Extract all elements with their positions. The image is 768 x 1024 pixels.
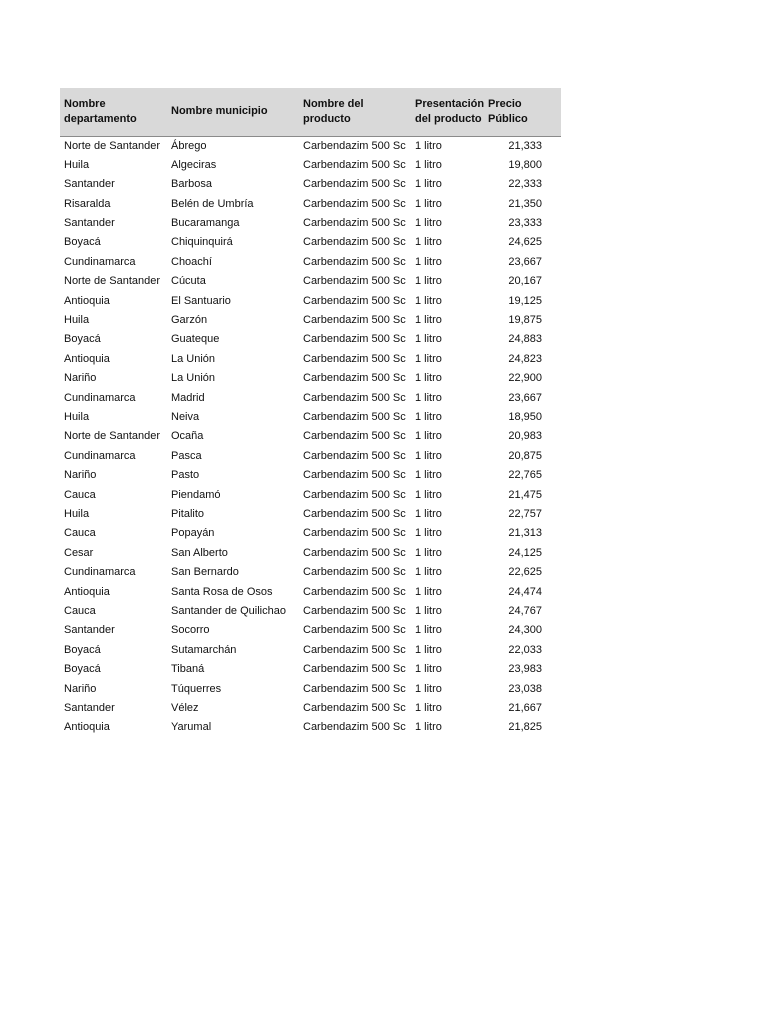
cell-municipio: Chiquinquirá bbox=[171, 236, 233, 249]
cell-municipio: Pasto bbox=[171, 469, 200, 482]
table-row bbox=[60, 466, 561, 485]
cell-presentacion: 1 litro bbox=[415, 585, 442, 598]
cell-producto: Carbendazim 500 Sc bbox=[303, 566, 406, 579]
cell-municipio: Yarumal bbox=[171, 721, 212, 734]
cell-municipio: Cúcuta bbox=[171, 275, 206, 288]
cell-departamento: Cauca bbox=[64, 488, 96, 501]
cell-presentacion: 1 litro bbox=[415, 682, 442, 695]
cell-precio: 19,125 bbox=[508, 294, 542, 307]
cell-producto: Carbendazim 500 Sc bbox=[303, 508, 406, 521]
cell-municipio: Pitalito bbox=[171, 508, 205, 521]
table-row bbox=[60, 544, 561, 563]
cell-municipio: El Santuario bbox=[171, 294, 231, 307]
cell-presentacion: 1 litro bbox=[415, 139, 442, 152]
cell-producto: Carbendazim 500 Sc bbox=[303, 372, 406, 385]
cell-departamento: Cundinamarca bbox=[64, 255, 136, 268]
table-header-row bbox=[60, 88, 561, 136]
cell-producto: Carbendazim 500 Sc bbox=[303, 410, 406, 423]
cell-municipio: Tibaná bbox=[171, 663, 205, 676]
cell-presentacion: 1 litro bbox=[415, 372, 442, 385]
cell-presentacion: 1 litro bbox=[415, 178, 442, 191]
cell-municipio: Piendamó bbox=[171, 488, 221, 501]
table-row bbox=[60, 563, 561, 582]
cell-precio: 22,765 bbox=[508, 469, 542, 482]
cell-precio: 24,125 bbox=[508, 546, 542, 559]
cell-departamento: Antioquia bbox=[64, 352, 110, 365]
cell-producto: Carbendazim 500 Sc bbox=[303, 682, 406, 695]
cell-precio: 23,667 bbox=[508, 391, 542, 404]
cell-departamento: Boyacá bbox=[64, 663, 101, 676]
cell-municipio: Pasca bbox=[171, 449, 202, 462]
cell-producto: Carbendazim 500 Sc bbox=[303, 546, 406, 559]
cell-municipio: Choachí bbox=[171, 255, 212, 268]
cell-presentacion: 1 litro bbox=[415, 469, 442, 482]
cell-producto: Carbendazim 500 Sc bbox=[303, 255, 406, 268]
cell-producto: Carbendazim 500 Sc bbox=[303, 469, 406, 482]
cell-presentacion: 1 litro bbox=[415, 605, 442, 618]
cell-presentacion: 1 litro bbox=[415, 721, 442, 734]
cell-presentacion: 1 litro bbox=[415, 702, 442, 715]
cell-precio: 24,823 bbox=[508, 352, 542, 365]
cell-presentacion: 1 litro bbox=[415, 624, 442, 637]
cell-precio: 22,757 bbox=[508, 508, 542, 521]
cell-departamento: Huila bbox=[64, 158, 90, 171]
price-table bbox=[60, 88, 561, 738]
cell-precio: 18,950 bbox=[508, 410, 542, 423]
cell-departamento: Santander bbox=[64, 624, 115, 637]
cell-precio: 23,983 bbox=[508, 663, 542, 676]
cell-presentacion: 1 litro bbox=[415, 430, 442, 443]
table-row bbox=[60, 602, 561, 621]
cell-municipio: Santander de Quilichao bbox=[171, 605, 286, 618]
cell-municipio: Belén de Umbría bbox=[171, 197, 254, 210]
cell-municipio: Santa Rosa de Osos bbox=[171, 585, 273, 598]
header-presentacion-producto: Presentación del producto bbox=[411, 88, 484, 136]
cell-municipio: Túquerres bbox=[171, 682, 222, 695]
cell-departamento: Norte de Santander bbox=[64, 139, 161, 152]
table-row bbox=[60, 214, 561, 233]
cell-producto: Carbendazim 500 Sc bbox=[303, 585, 406, 598]
cell-producto: Carbendazim 500 Sc bbox=[303, 333, 406, 346]
cell-presentacion: 1 litro bbox=[415, 410, 442, 423]
cell-municipio: Ábrego bbox=[171, 139, 207, 152]
cell-precio: 19,875 bbox=[508, 313, 542, 326]
cell-departamento: Santander bbox=[64, 178, 115, 191]
cell-precio: 19,800 bbox=[508, 158, 542, 171]
cell-presentacion: 1 litro bbox=[415, 255, 442, 268]
cell-presentacion: 1 litro bbox=[415, 333, 442, 346]
cell-presentacion: 1 litro bbox=[415, 352, 442, 365]
cell-municipio: San Bernardo bbox=[171, 566, 239, 579]
cell-precio: 24,625 bbox=[508, 236, 542, 249]
cell-producto: Carbendazim 500 Sc bbox=[303, 313, 406, 326]
cell-departamento: Nariño bbox=[64, 682, 97, 695]
cell-presentacion: 1 litro bbox=[415, 527, 442, 540]
cell-presentacion: 1 litro bbox=[415, 391, 442, 404]
cell-producto: Carbendazim 500 Sc bbox=[303, 663, 406, 676]
cell-departamento: Boyacá bbox=[64, 333, 101, 346]
cell-municipio: Vélez bbox=[171, 702, 199, 715]
cell-precio: 23,667 bbox=[508, 255, 542, 268]
cell-departamento: Nariño bbox=[64, 469, 97, 482]
table-row bbox=[60, 156, 561, 175]
cell-precio: 20,983 bbox=[508, 430, 542, 443]
table-row bbox=[60, 233, 561, 252]
cell-departamento: Antioquia bbox=[64, 585, 110, 598]
cell-producto: Carbendazim 500 Sc bbox=[303, 294, 406, 307]
cell-municipio: La Unión bbox=[171, 352, 216, 365]
header-nombre-municipio: Nombre municipio bbox=[167, 88, 299, 136]
cell-producto: Carbendazim 500 Sc bbox=[303, 624, 406, 637]
cell-presentacion: 1 litro bbox=[415, 488, 442, 501]
cell-producto: Carbendazim 500 Sc bbox=[303, 275, 406, 288]
cell-departamento: Santander bbox=[64, 216, 115, 229]
table-row bbox=[60, 524, 561, 543]
cell-departamento: Cauca bbox=[64, 527, 96, 540]
cell-departamento: Huila bbox=[64, 313, 90, 326]
cell-precio: 24,474 bbox=[508, 585, 542, 598]
table-row bbox=[60, 408, 561, 427]
cell-precio: 21,475 bbox=[508, 488, 542, 501]
table-row bbox=[60, 311, 561, 330]
cell-municipio: Ocaña bbox=[171, 430, 204, 443]
cell-departamento: Antioquia bbox=[64, 721, 110, 734]
cell-departamento: Cundinamarca bbox=[64, 566, 136, 579]
cell-municipio: Sutamarchán bbox=[171, 643, 237, 656]
cell-presentacion: 1 litro bbox=[415, 275, 442, 288]
table-row bbox=[60, 291, 561, 310]
table-row bbox=[60, 369, 561, 388]
cell-departamento: Norte de Santander bbox=[64, 275, 161, 288]
table-row bbox=[60, 350, 561, 369]
table-row bbox=[60, 330, 561, 349]
cell-presentacion: 1 litro bbox=[415, 643, 442, 656]
table-row bbox=[60, 505, 561, 524]
cell-precio: 21,333 bbox=[508, 139, 542, 152]
table-row bbox=[60, 427, 561, 446]
cell-precio: 21,313 bbox=[508, 527, 542, 540]
cell-departamento: Cundinamarca bbox=[64, 449, 136, 462]
cell-departamento: Boyacá bbox=[64, 643, 101, 656]
cell-departamento: Nariño bbox=[64, 372, 97, 385]
cell-producto: Carbendazim 500 Sc bbox=[303, 139, 406, 152]
cell-presentacion: 1 litro bbox=[415, 158, 442, 171]
cell-departamento: Cesar bbox=[64, 546, 94, 559]
cell-precio: 22,333 bbox=[508, 178, 542, 191]
cell-presentacion: 1 litro bbox=[415, 236, 442, 249]
table-row bbox=[60, 485, 561, 504]
cell-municipio: Socorro bbox=[171, 624, 210, 637]
table-row bbox=[60, 718, 561, 737]
header-nombre-producto: Nombre del producto bbox=[299, 88, 411, 136]
cell-municipio: Popayán bbox=[171, 527, 215, 540]
cell-producto: Carbendazim 500 Sc bbox=[303, 702, 406, 715]
cell-producto: Carbendazim 500 Sc bbox=[303, 158, 406, 171]
cell-precio: 22,625 bbox=[508, 566, 542, 579]
cell-presentacion: 1 litro bbox=[415, 566, 442, 579]
cell-producto: Carbendazim 500 Sc bbox=[303, 449, 406, 462]
cell-producto: Carbendazim 500 Sc bbox=[303, 391, 406, 404]
table-row bbox=[60, 699, 561, 718]
cell-producto: Carbendazim 500 Sc bbox=[303, 197, 406, 210]
cell-presentacion: 1 litro bbox=[415, 294, 442, 307]
cell-producto: Carbendazim 500 Sc bbox=[303, 721, 406, 734]
cell-presentacion: 1 litro bbox=[415, 313, 442, 326]
cell-presentacion: 1 litro bbox=[415, 197, 442, 210]
table-row bbox=[60, 641, 561, 660]
cell-municipio: Garzón bbox=[171, 313, 208, 326]
cell-precio: 22,033 bbox=[508, 643, 542, 656]
cell-producto: Carbendazim 500 Sc bbox=[303, 236, 406, 249]
cell-producto: Carbendazim 500 Sc bbox=[303, 605, 406, 618]
cell-presentacion: 1 litro bbox=[415, 508, 442, 521]
cell-precio: 20,875 bbox=[508, 449, 542, 462]
cell-producto: Carbendazim 500 Sc bbox=[303, 527, 406, 540]
table-row bbox=[60, 679, 561, 698]
cell-departamento: Antioquia bbox=[64, 294, 110, 307]
cell-departamento: Santander bbox=[64, 702, 115, 715]
spreadsheet-page bbox=[60, 88, 561, 738]
cell-departamento: Norte de Santander bbox=[64, 430, 161, 443]
cell-municipio: Madrid bbox=[171, 391, 205, 404]
cell-presentacion: 1 litro bbox=[415, 546, 442, 559]
table-row bbox=[60, 136, 561, 156]
table-row bbox=[60, 272, 561, 291]
cell-departamento: Boyacá bbox=[64, 236, 101, 249]
cell-municipio: La Unión bbox=[171, 372, 216, 385]
cell-departamento: Risaralda bbox=[64, 197, 111, 210]
table-row bbox=[60, 582, 561, 601]
header-nombre-departamento: Nombre departamento bbox=[60, 88, 167, 136]
cell-municipio: Barbosa bbox=[171, 178, 212, 191]
table-row bbox=[60, 621, 561, 640]
cell-municipio: Neiva bbox=[171, 410, 200, 423]
cell-municipio: Algeciras bbox=[171, 158, 217, 171]
cell-presentacion: 1 litro bbox=[415, 216, 442, 229]
cell-precio: 21,350 bbox=[508, 197, 542, 210]
cell-departamento: Huila bbox=[64, 508, 90, 521]
cell-municipio: Guateque bbox=[171, 333, 220, 346]
table-row bbox=[60, 194, 561, 213]
cell-producto: Carbendazim 500 Sc bbox=[303, 178, 406, 191]
cell-departamento: Huila bbox=[64, 410, 90, 423]
cell-presentacion: 1 litro bbox=[415, 663, 442, 676]
cell-precio: 23,333 bbox=[508, 216, 542, 229]
cell-presentacion: 1 litro bbox=[415, 449, 442, 462]
table-body bbox=[60, 136, 561, 738]
cell-producto: Carbendazim 500 Sc bbox=[303, 352, 406, 365]
cell-producto: Carbendazim 500 Sc bbox=[303, 488, 406, 501]
cell-municipio: Bucaramanga bbox=[171, 216, 240, 229]
table-row bbox=[60, 253, 561, 272]
cell-precio: 24,300 bbox=[508, 624, 542, 637]
cell-producto: Carbendazim 500 Sc bbox=[303, 216, 406, 229]
cell-producto: Carbendazim 500 Sc bbox=[303, 643, 406, 656]
cell-precio: 21,825 bbox=[508, 721, 542, 734]
cell-precio: 24,883 bbox=[508, 333, 542, 346]
cell-precio: 20,167 bbox=[508, 275, 542, 288]
cell-departamento: Cauca bbox=[64, 605, 96, 618]
table-row bbox=[60, 175, 561, 194]
cell-precio: 22,900 bbox=[508, 372, 542, 385]
cell-precio: 24,767 bbox=[508, 605, 542, 618]
cell-precio: 23,038 bbox=[508, 682, 542, 695]
cell-precio: 21,667 bbox=[508, 702, 542, 715]
table-row bbox=[60, 388, 561, 407]
cell-municipio: San Alberto bbox=[171, 546, 228, 559]
header-precio-publico: Precio Público bbox=[484, 88, 561, 136]
table-row bbox=[60, 660, 561, 679]
cell-producto: Carbendazim 500 Sc bbox=[303, 430, 406, 443]
table-row bbox=[60, 447, 561, 466]
cell-departamento: Cundinamarca bbox=[64, 391, 136, 404]
